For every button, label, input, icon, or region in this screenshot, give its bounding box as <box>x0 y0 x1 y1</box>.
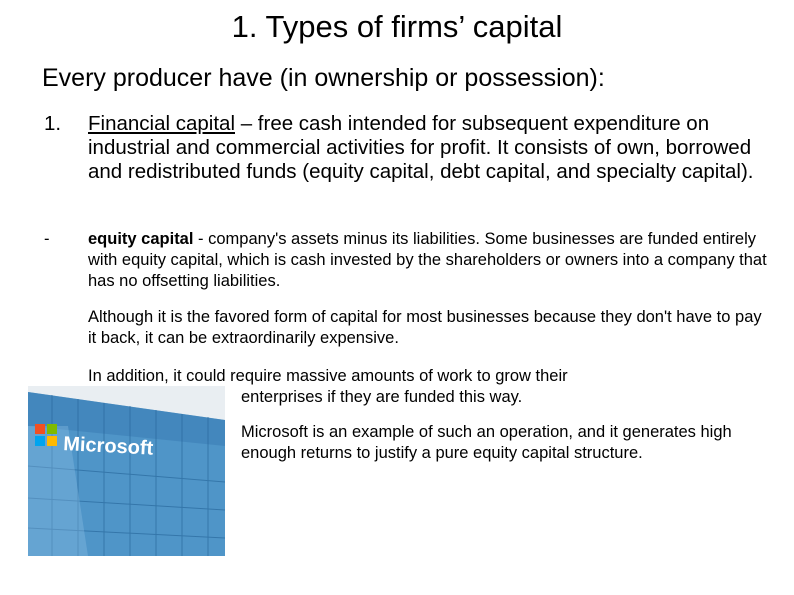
paragraph-in-addition-line2: enterprises if they are funded this way. <box>241 388 523 406</box>
paragraph-microsoft-example: Microsoft is an example of such an operation, and it generates high enough returns to justify a pure equity capital structure. <box>241 423 732 462</box>
list-marker-dash: - <box>44 230 50 248</box>
list-item-financial-capital <box>88 112 778 184</box>
term-equity-capital: equity capital <box>88 230 194 248</box>
list-item-equity-capital <box>88 229 778 292</box>
microsoft-building-photo <box>28 386 225 556</box>
list-marker-1: 1. <box>44 112 62 135</box>
financial-capital-definition: – free cash intended for subsequent expenditure on industrial and commercial activities for profit. It consists of own, borrowed and redistributed funds (equity capital, debt capital, and specialty capital). <box>88 112 754 183</box>
building-illustration <box>28 386 225 556</box>
microsoft-sign: Microsoft <box>62 433 154 460</box>
intro-text: Every producer have (in ownership or possession): <box>42 64 605 92</box>
equity-capital-definition: - company's assets minus its liabilities. Some businesses are funded entirely with equity capital, which is cash invested by the shareholders or owners into a company that has no offsetting liabilities. <box>88 230 767 290</box>
term-financial-capital: Financial capital <box>88 112 235 135</box>
slide-title: 1. Types of firms’ capital <box>231 9 563 44</box>
paragraph-in-addition-line1: In addition, it could require massive amounts of work to grow their <box>88 367 568 385</box>
paragraph-favored-form: Although it is the favored form of capital for most businesses because they don't have to pay it back, it can be extraordinarily expensive. <box>88 308 762 347</box>
